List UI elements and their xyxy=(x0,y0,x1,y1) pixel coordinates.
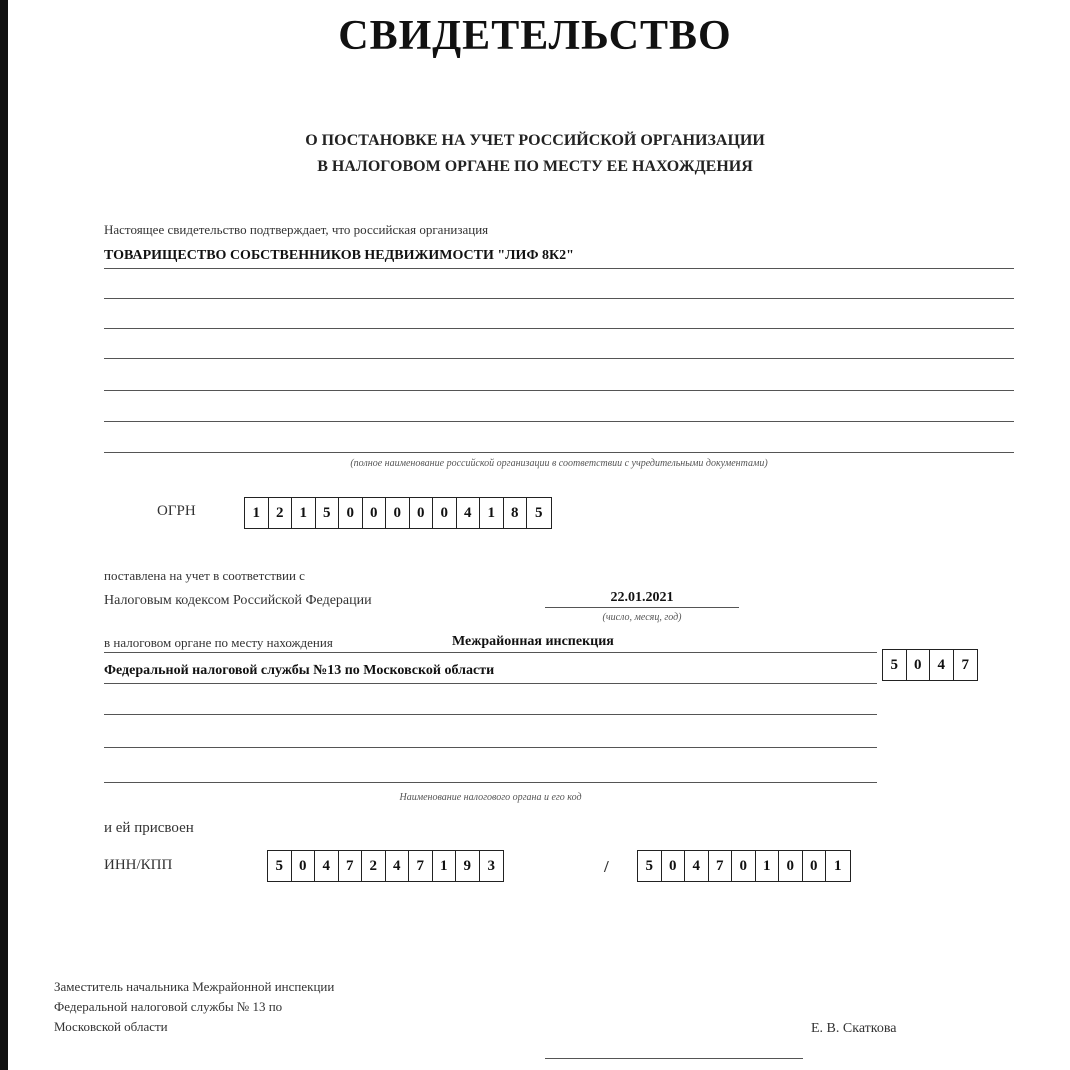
org-line xyxy=(104,358,1014,359)
digit-cell: 0 xyxy=(363,498,387,528)
org-line xyxy=(104,452,1014,453)
org-name-caption: (полное наименование российской организации в соответствии с учредительными документами) xyxy=(350,458,768,469)
document-title: СВИДЕТЕЛЬСТВО xyxy=(338,13,732,59)
ogrn-label: ОГРН xyxy=(157,503,196,519)
tax-authority-line xyxy=(104,747,877,748)
digit-cell: 5 xyxy=(316,498,340,528)
signature-line xyxy=(545,1058,803,1059)
digit-cell: 7 xyxy=(961,656,969,673)
signatory-line-1: Заместитель начальника Межрайонной инспекции xyxy=(54,979,335,994)
digit-cell: 7 xyxy=(709,851,733,881)
digit-cell: 0 xyxy=(732,851,756,881)
tax-authority-line xyxy=(104,683,877,684)
digit-cell: 5 xyxy=(883,650,907,680)
digit-cell: 9 xyxy=(456,851,480,881)
digit-cell: 1 xyxy=(433,851,457,881)
tax-authority-line xyxy=(104,714,877,715)
ogrn-cells xyxy=(244,497,552,529)
digit-cell: 7 xyxy=(409,851,433,881)
org-line xyxy=(104,421,1014,422)
digit-cell: 0 xyxy=(662,851,686,881)
inn-kpp-label: ИНН/КПП xyxy=(104,857,173,873)
organization-name: ТОВАРИЩЕСТВО СОБСТВЕННИКОВ НЕДВИЖИМОСТИ "ЛИФ 8К2" xyxy=(104,248,574,263)
digit-cell: 3 xyxy=(487,857,495,874)
digit-cell: 2 xyxy=(362,851,386,881)
digit-cell: 2 xyxy=(269,498,293,528)
org-line xyxy=(104,328,1014,329)
digit-cell: 0 xyxy=(907,650,931,680)
registration-line-1: поставлена на учет в соответствии с xyxy=(104,568,305,583)
tax-authority-prefix: в налоговом органе по месту нахождения xyxy=(104,635,333,650)
digit-cell: 4 xyxy=(930,650,954,680)
inn-cells xyxy=(267,850,504,882)
digit-cell: 5 xyxy=(535,504,543,521)
inn-kpp-separator: / xyxy=(604,857,609,876)
digit-cell: 0 xyxy=(433,498,457,528)
tax-authority-line xyxy=(104,652,877,653)
tax-authority-name-part-1: Межрайонная инспекция xyxy=(452,634,614,649)
tax-authority-caption: Наименование налогового органа и его код xyxy=(399,792,582,803)
digit-cell: 4 xyxy=(315,851,339,881)
digit-cell: 1 xyxy=(834,857,842,874)
digit-cell: 8 xyxy=(504,498,528,528)
tax-authority-line xyxy=(104,782,877,783)
digit-cell: 0 xyxy=(779,851,803,881)
date-line xyxy=(545,607,739,608)
digit-cell: 1 xyxy=(245,498,269,528)
intro-text: Настоящее свидетельство подтверждает, что российская организация xyxy=(104,222,489,237)
digit-cell: 1 xyxy=(480,498,504,528)
org-line xyxy=(104,298,1014,299)
digit-cell: 1 xyxy=(756,851,780,881)
signatory-line-2: Федеральной налоговой службы № 13 по xyxy=(54,999,283,1014)
signatory-name: Е. В. Скаткова xyxy=(811,1021,897,1036)
date-caption: (число, месяц, год) xyxy=(602,612,682,623)
digit-cell: 0 xyxy=(292,851,316,881)
digit-cell: 5 xyxy=(268,851,292,881)
subtitle-line-2: В НАЛОГОВОМ ОРГАНЕ ПО МЕСТУ ЕЕ НАХОЖДЕНИЯ xyxy=(317,158,753,175)
org-line xyxy=(104,390,1014,391)
signatory-line-3: Московской области xyxy=(54,1019,168,1034)
digit-cell: 4 xyxy=(457,498,481,528)
digit-cell: 0 xyxy=(386,498,410,528)
digit-cell: 4 xyxy=(386,851,410,881)
digit-cell: 0 xyxy=(803,851,827,881)
assigned-text: и ей присвоен xyxy=(104,820,194,836)
registration-date: 22.01.2021 xyxy=(610,590,674,605)
digit-cell: 7 xyxy=(339,851,363,881)
registration-line-2: Налоговым кодексом Российской Федерации xyxy=(104,593,372,608)
digit-cell: 4 xyxy=(685,851,709,881)
subtitle-line-1: О ПОСТАНОВКЕ НА УЧЕТ РОССИЙСКОЙ ОРГАНИЗАЦИИ xyxy=(305,132,765,149)
org-line xyxy=(104,268,1014,269)
digit-cell: 1 xyxy=(292,498,316,528)
tax-authority-code-cells xyxy=(882,649,978,681)
tax-authority-name-part-2: Федеральной налоговой службы №13 по Московской области xyxy=(104,663,495,678)
kpp-cells xyxy=(637,850,851,882)
digit-cell: 0 xyxy=(339,498,363,528)
digit-cell: 5 xyxy=(638,851,662,881)
digit-cell: 0 xyxy=(410,498,434,528)
